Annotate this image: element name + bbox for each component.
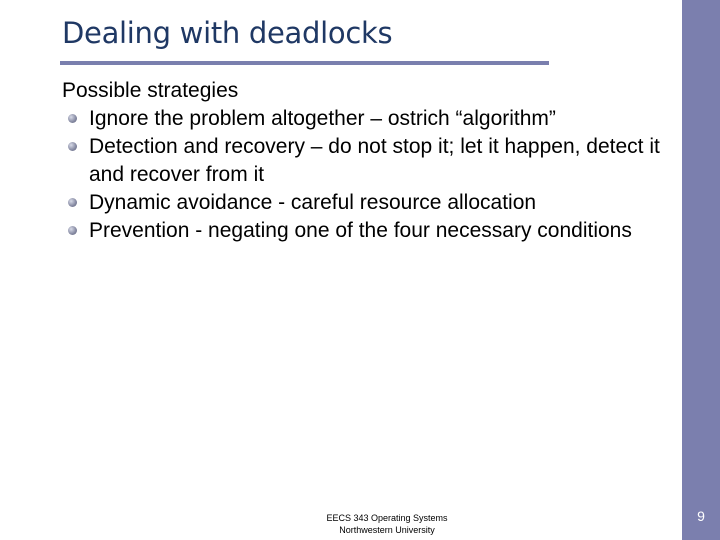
slide-body	[62, 77, 672, 245]
bullet-text: Ignore the problem altogether – ostrich “algorithm”	[89, 107, 556, 130]
bullet-item	[62, 217, 672, 245]
bullet-dot-icon	[68, 226, 77, 235]
bullet-text: Dynamic avoidance - careful resource allocation	[89, 191, 537, 214]
bullet-item	[62, 105, 672, 133]
side-accent-bar	[682, 0, 720, 540]
bullet-dot-icon	[68, 198, 77, 207]
slide-footer	[300, 512, 474, 536]
bullet-text: Detection and recovery – do not stop it; let it happen, detect it and recover from it	[89, 135, 660, 186]
bullet-item	[62, 189, 672, 217]
bullet-text: Prevention - negating one of the four necessary conditions	[89, 219, 632, 242]
page-number: 9	[697, 508, 705, 524]
bullet-list	[62, 105, 672, 245]
intro-text: Possible strategies	[62, 79, 239, 102]
bullet-dot-icon	[68, 114, 77, 123]
bullet-item	[62, 133, 672, 189]
title-underline	[60, 61, 549, 65]
footer-course: EECS 343 Operating Systems	[326, 513, 448, 523]
footer-institution: Northwestern University	[339, 525, 435, 535]
bullet-dot-icon	[68, 142, 77, 151]
slide-title: Dealing with deadlocks	[62, 16, 393, 50]
